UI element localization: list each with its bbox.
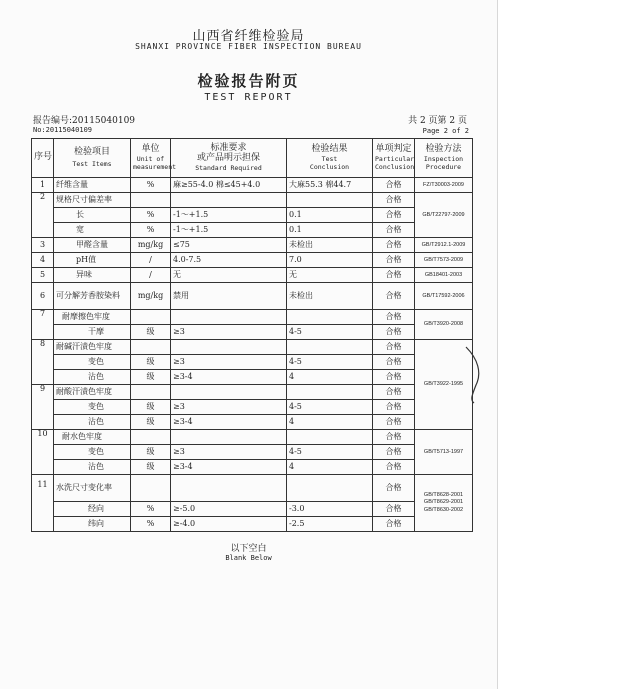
- cell-method: [415, 475, 473, 532]
- page-indicator-cn: 共 2 页第 2 页: [408, 116, 467, 126]
- header-standard: 标准要求 或产品明示担保 Standard Required: [171, 139, 287, 178]
- cell-result: 7.0: [287, 253, 373, 268]
- cell-item: 规格尺寸偏差率: [54, 193, 131, 208]
- cell-unit: %: [131, 502, 171, 517]
- cell-result: 未检出: [287, 238, 373, 253]
- cell-standard: ≤75: [171, 238, 287, 253]
- cell-result: 4: [287, 460, 373, 475]
- cell-item: 宽: [54, 223, 131, 238]
- bureau-name-en: SHANXI PROVINCE FIBER INSPECTION BUREAU: [135, 42, 362, 51]
- table-row: [32, 223, 473, 238]
- cell-item: pH值: [54, 253, 131, 268]
- cell-standard: ≥3: [171, 355, 287, 370]
- cell-unit: %: [131, 517, 171, 532]
- cell-result: 大麻55.3 棉44.7: [287, 178, 373, 193]
- cell-item: 耐酸汗渍色牢度: [54, 385, 131, 400]
- cell-result: 4: [287, 415, 373, 430]
- cell-item: 耐碱汗渍色牢度: [54, 340, 131, 355]
- cell-unit: mg/kg: [131, 283, 171, 310]
- table-row: [32, 283, 473, 310]
- table-row: [32, 268, 473, 283]
- cell-unit: [131, 475, 171, 502]
- cell-result: [287, 193, 373, 208]
- table-row: [32, 430, 473, 445]
- cell-standard: [171, 193, 287, 208]
- cell-result: [287, 385, 373, 400]
- cell-result: [287, 475, 373, 502]
- cell-standard: 麻≥55-4.0 棉≤45+4.0: [171, 178, 287, 193]
- cell-item: 经向: [54, 502, 131, 517]
- cell-result: 4-5: [287, 325, 373, 340]
- cell-item: 可分解芳香胺染料: [54, 283, 131, 310]
- cell-result: [287, 340, 373, 355]
- cell-method: GB/T5713-1997: [415, 430, 473, 475]
- cell-judgement: 合格: [373, 400, 415, 415]
- cell-item: 异味: [54, 268, 131, 283]
- cell-judgement: 合格: [373, 415, 415, 430]
- table-row: [32, 178, 473, 193]
- cell-standard: ≥3: [171, 325, 287, 340]
- cell-method: GB/T17592-2006: [415, 283, 473, 310]
- bureau-name-cn: 山西省纤维检验局: [192, 29, 305, 44]
- cell-standard: 禁用: [171, 283, 287, 310]
- cell-result: 未检出: [287, 283, 373, 310]
- cell-judgement: 合格: [373, 502, 415, 517]
- cell-judgement: 合格: [373, 385, 415, 400]
- cell-standard: [171, 475, 287, 502]
- cell-item: 沾色: [54, 370, 131, 385]
- method-line: GB/T8629-2001: [423, 499, 464, 506]
- table-row: [32, 385, 473, 400]
- header-item: 检验项目 Test Items: [54, 139, 131, 178]
- table-row: [32, 400, 473, 415]
- header-method: 检验方法 Inspection Procedure: [415, 139, 473, 178]
- cell-standard: ≥3: [171, 400, 287, 415]
- cell-result: 4-5: [287, 445, 373, 460]
- cell-item: 耐摩擦色牢度: [54, 310, 131, 325]
- cell-no: 8: [32, 340, 54, 385]
- cell-unit: mg/kg: [131, 238, 171, 253]
- cell-judgement: 合格: [373, 208, 415, 223]
- cell-unit: %: [131, 223, 171, 238]
- cell-result: -2.5: [287, 517, 373, 532]
- cell-unit: %: [131, 208, 171, 223]
- cell-standard: -1～+1.5: [171, 223, 287, 238]
- cell-unit: 级: [131, 445, 171, 460]
- table-row: [32, 193, 473, 208]
- cell-judgement: 合格: [373, 475, 415, 502]
- cell-standard: [171, 385, 287, 400]
- cell-judgement: 合格: [373, 445, 415, 460]
- cell-judgement: 合格: [373, 370, 415, 385]
- cell-no: 9: [32, 385, 54, 430]
- cell-standard: 4.0-7.5: [171, 253, 287, 268]
- cell-standard: -1～+1.5: [171, 208, 287, 223]
- cell-result: 无: [287, 268, 373, 283]
- cell-no: 3: [32, 238, 54, 253]
- header-result: 检验结果 Test Conclusion: [287, 139, 373, 178]
- header-judgement: 单项判定 Particular Conclusion: [373, 139, 415, 178]
- method-line: GB/T8630-2002: [423, 506, 464, 513]
- cell-unit: /: [131, 253, 171, 268]
- header-unit: 单位 Unit of measurement: [131, 139, 171, 178]
- cell-item: 耐水色牢度: [54, 430, 131, 445]
- cell-no: 5: [32, 268, 54, 283]
- table-row: [32, 355, 473, 370]
- cell-unit: /: [131, 268, 171, 283]
- cell-result: -3.0: [287, 502, 373, 517]
- cell-judgement: 合格: [373, 340, 415, 355]
- table-header-row: [32, 139, 473, 178]
- report-title-cn: 检验报告附页: [197, 72, 300, 90]
- cell-standard: [171, 310, 287, 325]
- cell-method: GB/T2912.1-2009: [415, 238, 473, 253]
- cell-standard: [171, 340, 287, 355]
- table-row: [32, 460, 473, 475]
- cell-judgement: 合格: [373, 238, 415, 253]
- cell-item: 沾色: [54, 415, 131, 430]
- cell-judgement: 合格: [373, 460, 415, 475]
- cell-judgement: 合格: [373, 193, 415, 208]
- cell-judgement: 合格: [373, 355, 415, 370]
- cell-unit: 级: [131, 355, 171, 370]
- cell-unit: 级: [131, 400, 171, 415]
- cell-judgement: 合格: [373, 253, 415, 268]
- cell-unit: 级: [131, 325, 171, 340]
- cell-judgement: 合格: [373, 283, 415, 310]
- cell-standard: ≥3-4: [171, 460, 287, 475]
- cell-unit: [131, 340, 171, 355]
- cell-judgement: 合格: [373, 223, 415, 238]
- cell-unit: 级: [131, 460, 171, 475]
- cell-result: 4-5: [287, 355, 373, 370]
- cell-result: 4-5: [287, 400, 373, 415]
- table-row: [32, 445, 473, 460]
- cell-method: GB/T3922-1995: [415, 340, 473, 430]
- table-row: [32, 475, 473, 502]
- pen-mark: [462, 345, 488, 405]
- table-row: [32, 325, 473, 340]
- table-row: [32, 238, 473, 253]
- cell-unit: [131, 430, 171, 445]
- cell-item: 长: [54, 208, 131, 223]
- cell-item: 纤维含量: [54, 178, 131, 193]
- cell-standard: ≥3-4: [171, 415, 287, 430]
- cell-unit: [131, 310, 171, 325]
- table-row: [32, 370, 473, 385]
- cell-judgement: 合格: [373, 430, 415, 445]
- cell-unit: %: [131, 178, 171, 193]
- report-number-en: No:20115040109: [33, 126, 93, 134]
- cell-method: GB/T3920-2008: [415, 310, 473, 340]
- table-row: [32, 517, 473, 532]
- cell-standard: ≥3: [171, 445, 287, 460]
- cell-unit: 级: [131, 415, 171, 430]
- cell-item: 水洗尺寸变化率: [54, 475, 131, 502]
- cell-no: 4: [32, 253, 54, 268]
- header-no: 序号: [32, 139, 54, 178]
- cell-item: 变色: [54, 445, 131, 460]
- cell-judgement: 合格: [373, 310, 415, 325]
- blank-below-cn: 以下空白: [230, 544, 267, 554]
- cell-item: 沾色: [54, 460, 131, 475]
- cell-method: GB/T22797-2009: [415, 193, 473, 238]
- cell-judgement: 合格: [373, 268, 415, 283]
- cell-standard: 无: [171, 268, 287, 283]
- test-results-table: [31, 138, 473, 532]
- cell-judgement: 合格: [373, 325, 415, 340]
- cell-no: 1: [32, 178, 54, 193]
- cell-method: FZ/T30003-2009: [415, 178, 473, 193]
- cell-no: 7: [32, 310, 54, 340]
- cell-standard: ≥3-4: [171, 370, 287, 385]
- cell-item: 变色: [54, 400, 131, 415]
- cell-item: 干摩: [54, 325, 131, 340]
- cell-result: [287, 430, 373, 445]
- cell-judgement: 合格: [373, 517, 415, 532]
- cell-unit: [131, 385, 171, 400]
- cell-judgement: 合格: [373, 178, 415, 193]
- cell-standard: [171, 430, 287, 445]
- cell-standard: ≥-5.0: [171, 502, 287, 517]
- table-row: [32, 415, 473, 430]
- report-number-cn: 报告编号:20115040109: [33, 116, 136, 126]
- cell-no: 10: [32, 430, 54, 475]
- cell-method: GB18401-2003: [415, 268, 473, 283]
- cell-standard: ≥-4.0: [171, 517, 287, 532]
- cell-result: 0.1: [287, 208, 373, 223]
- cell-no: 2: [32, 193, 54, 238]
- table-row: [32, 502, 473, 517]
- cell-item: 纬向: [54, 517, 131, 532]
- cell-no: 11: [32, 475, 54, 532]
- page-indicator-en: Page 2 of 2: [422, 127, 469, 135]
- table-row: [32, 310, 473, 325]
- cell-result: [287, 310, 373, 325]
- method-line: GB/T8628-2001: [423, 491, 464, 498]
- cell-method: GB/T7573-2009: [415, 253, 473, 268]
- table-row: [32, 253, 473, 268]
- cell-result: 4: [287, 370, 373, 385]
- cell-result: 0.1: [287, 223, 373, 238]
- cell-unit: [131, 193, 171, 208]
- cell-item: 甲醛含量: [54, 238, 131, 253]
- table-row: [32, 340, 473, 355]
- report-title-en: TEST REPORT: [204, 92, 293, 103]
- cell-unit: 级: [131, 370, 171, 385]
- cell-no: 6: [32, 283, 54, 310]
- table-row: [32, 208, 473, 223]
- cell-item: 变色: [54, 355, 131, 370]
- blank-below-en: Blank Below: [225, 554, 272, 562]
